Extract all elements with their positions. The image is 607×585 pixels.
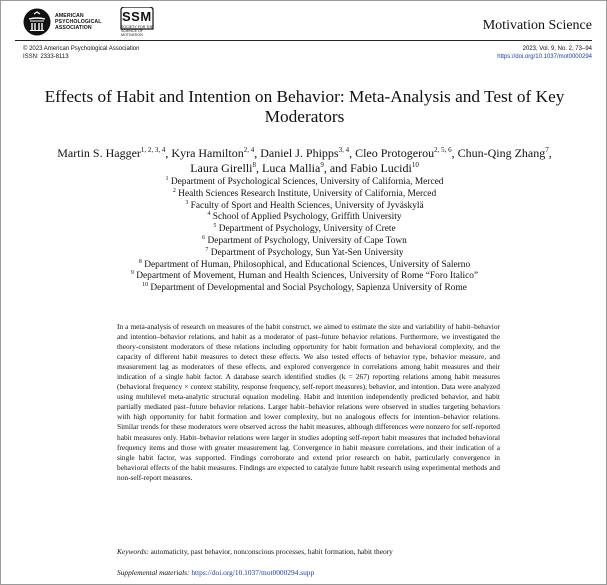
- apa-logo-text: AMERICAN PSYCHOLOGICAL ASSOCIATION: [55, 13, 102, 31]
- affiliation-number: 1: [165, 176, 169, 182]
- author-separator: ,: [254, 146, 261, 160]
- affiliation: [61, 260, 548, 272]
- affiliation-text: Department of Psychology, University of Crete: [218, 224, 396, 235]
- affiliation: [61, 189, 548, 201]
- author-name: Martin S. Hagger: [57, 146, 141, 160]
- affiliation-text: Department of Psychology, University of Cape Town: [207, 235, 407, 246]
- affiliation: [61, 271, 548, 283]
- affiliation-number: 8: [138, 258, 142, 265]
- author-list: [19, 146, 590, 176]
- affiliation-text: Department of Movement, Human and Health Sciences, University of Rome “Foro Italico”: [136, 271, 479, 282]
- keywords-text: automaticity, past behavior, nonconscious processes, habit formation, habit theory: [150, 547, 393, 556]
- author-affiliation-marker: 10: [411, 161, 419, 169]
- affiliation-text: Department of Psychology, Sun Yat-Sen University: [210, 247, 404, 258]
- affiliation: [61, 283, 548, 295]
- affiliation-number: 5: [213, 223, 217, 230]
- issn: ISSN: 2333-8113: [23, 53, 69, 60]
- author-name: Daniel J. Phipps: [260, 146, 339, 160]
- author-name: Fabio Lucidi: [350, 161, 412, 175]
- affiliation-number: 3: [185, 199, 189, 206]
- volume-info: 2023, Vol. 9, No. 2, 73–94: [522, 46, 592, 52]
- author-separator: ,: [548, 146, 552, 160]
- affiliation: [61, 224, 548, 236]
- author-separator: ,: [165, 146, 172, 160]
- affiliation-text: Department of Human, Philosophical, and Educational Sciences, University of Salerno: [144, 259, 471, 270]
- affiliation-text: Health Sciences Research Institute, University of California, Merced: [178, 188, 437, 199]
- author-affiliation-marker: 7: [545, 146, 549, 154]
- journal-header: [1, 1, 606, 45]
- ssm-logo-subtext: SOCIETY FOR THE SCIENCE OF MOTIVATION: [121, 25, 154, 37]
- author-separator: ,: [451, 146, 458, 160]
- affiliation: [61, 177, 548, 189]
- affiliation-number: 10: [142, 282, 149, 289]
- ssm-logo-text: SSM: [122, 9, 152, 24]
- author-name: Cleo Protogerou: [355, 146, 435, 160]
- author-name: Laura Girelli: [190, 161, 253, 175]
- affiliation-text: School of Applied Psychology, Griffith University: [212, 212, 402, 223]
- meta-right: [497, 46, 592, 61]
- header-rule: [15, 40, 592, 41]
- affiliation-text: Faculty of Sport and Health Sciences, University of Jyväskylä: [190, 200, 424, 211]
- author-separator: ,: [256, 161, 262, 175]
- affiliation-text: Department of Psychological Sciences, University of California, Merced: [170, 177, 444, 187]
- affiliation: [61, 248, 548, 260]
- keywords: [117, 547, 500, 557]
- affiliation: [61, 236, 548, 248]
- affiliation: [61, 201, 548, 213]
- author-separator: , and: [323, 161, 351, 175]
- author-affiliation-marker: 8: [252, 161, 256, 169]
- doi-link[interactable]: https://doi.org/10.1037/mot0000294: [497, 53, 592, 60]
- keywords-label: Keywords:: [117, 547, 149, 556]
- article-title: Effects of Habit and Intention on Behavior: Meta-Analysis and Test of Key Moderators: [44, 87, 565, 126]
- author-affiliation-marker: 2, 4: [243, 146, 255, 154]
- supplemental-materials: [117, 568, 500, 578]
- author-name: Kyra Hamilton: [171, 146, 244, 160]
- copyright: © 2023 American Psychological Association: [23, 46, 140, 52]
- supplemental-link[interactable]: https://doi.org/10.1037/mot0000294.supp: [191, 568, 315, 577]
- journal-name: Motivation Science: [482, 18, 592, 33]
- author-affiliation-marker: 9: [320, 161, 324, 169]
- affiliation-number: 6: [202, 234, 206, 241]
- abstract: In a meta-analysis of research on measures of the habit construct, we aimed to estimate the size and variability of habit–behavior and intention–behavior relations, and habit as a moderator of past–future behavior relations. Furthermore, we investigated the theory-consistent moderators of these relations including opportunity for habit formation and behavioral complexity, and the capacity of different habit measures to detect these effects. We also tested effects of behavior type, behavior measure, and measurement lag as moderators of these effects, and explored convergence in correlations among habit measures and their indication of a single habit factor. A database search identified studies (k = 267) reporting relations among habit measures (behavioral frequency × context stability, response frequency, self-report measures), behavior, and intention. Data were analyzed using multilevel meta-analytic structural equation modeling. Habit and intention independently predicted behavior, and habit partially mediated past–future behavior relations. Larger habit–behavior relations were observed in studies targeting behaviors with high opportunity for habit formation and lower complexity, but no analogous effects for intention–behavior relations. Similar trends for these moderators were observed across the habit measures, although differences were nonzero for self-reported habit measures only. Habit–behavior relations were larger in studies adopting self-report habit measures that included behavioral frequency items and those with greater measurement lag. Convergence in habit measure correlations, and their indication of a single habit factor, was supported. Findings corroborate and extend prior research on habit, particularly convergence in behavioral effects of the habit measures. Findings are expected to catalyze future habit research using experimental methods and non-self-report measures.: [117, 322, 500, 482]
- supplemental-label: Supplemental materials:: [117, 568, 190, 577]
- author-name: Chun-Qing Zhang: [457, 146, 546, 160]
- affiliation-number: 7: [205, 246, 209, 253]
- affiliation-list: [61, 177, 548, 295]
- author-affiliation-marker: 1, 2, 3, 4: [140, 146, 166, 154]
- author-name: Luca Mallia: [262, 161, 321, 175]
- author-affiliation-marker: 3, 4: [338, 146, 350, 154]
- affiliation-text: Department of Developmental and Social Psychology, Sapienza University of Rome: [150, 283, 467, 294]
- author-separator: ,: [349, 146, 356, 160]
- apa-logo-icon: [23, 8, 51, 36]
- affiliation-number: 9: [130, 270, 134, 277]
- affiliation: [61, 212, 548, 224]
- affiliation-number: 2: [172, 187, 176, 194]
- meta-left: [23, 46, 139, 61]
- affiliation-number: 4: [207, 211, 211, 218]
- author-affiliation-marker: 2, 5, 6: [434, 146, 452, 154]
